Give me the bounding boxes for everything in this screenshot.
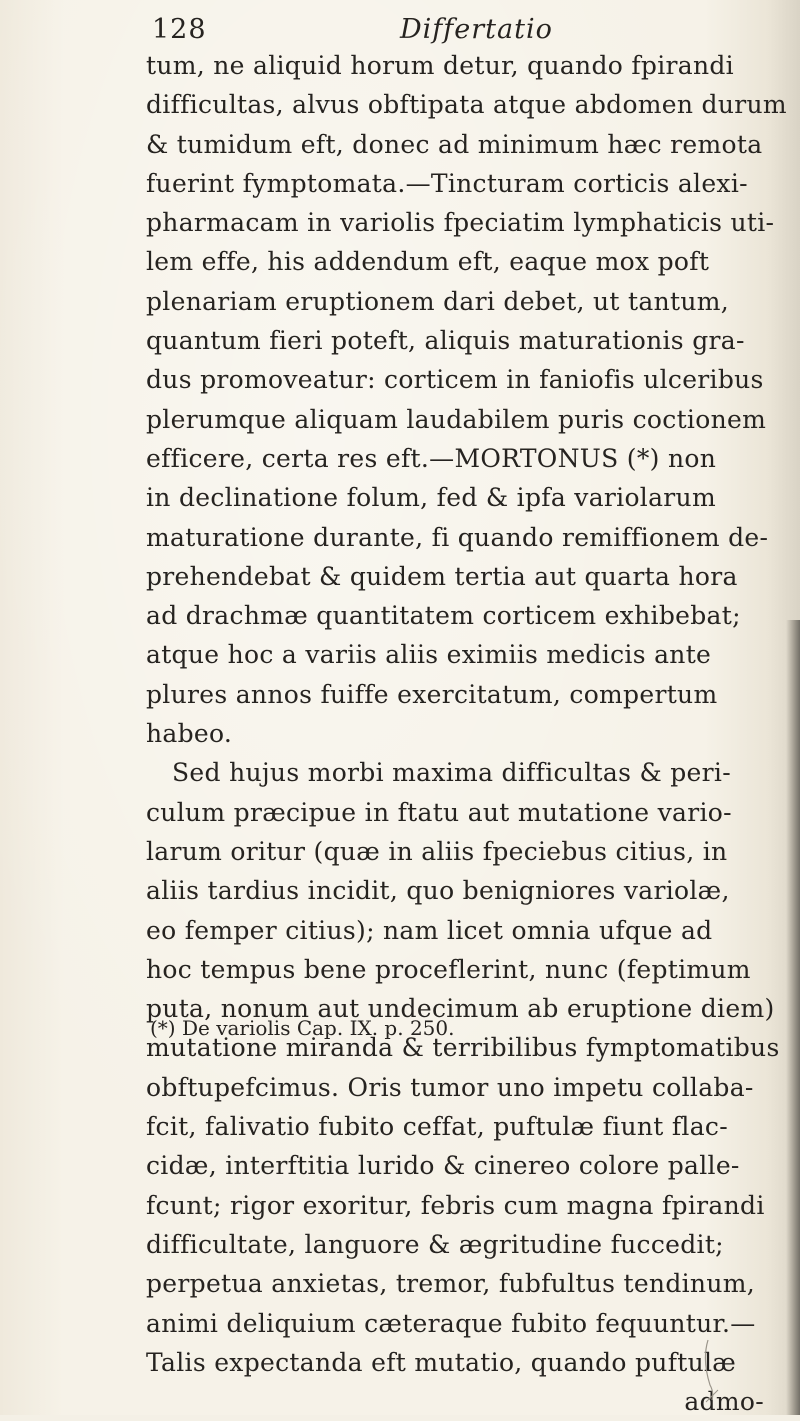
page-header (0, 8, 800, 48)
text-line: quantum fieri poteft, aliquis maturationis gra- (146, 326, 745, 356)
text-line: & tumidum eft, donec ad minimum hæc remota (146, 129, 763, 159)
text-line: difficultate, languore & ægritudine fuccedit; (146, 1229, 724, 1259)
text-line: eo femper citius); nam licet omnia ufque ad (146, 915, 713, 945)
text-line: maturatione durante, fi quando remiffionem de- (146, 522, 769, 552)
text-line: atque hoc a variis aliis eximiis medicis ante (146, 640, 712, 670)
text-line: mutatione miranda & terribilibus fymptomatibus (146, 1033, 780, 1063)
text-line: dus promoveatur: corticem in faniofis ulceribus (146, 365, 764, 395)
text-line: in declinatione folum, fed & ipfa variolarum (146, 483, 716, 513)
text-line: prehendebat & quidem tertia aut quarta hora (146, 561, 738, 591)
body-text (146, 46, 800, 1421)
footnote: (*) De variolis Cap. IX. p. 250. (150, 1016, 455, 1040)
catchword: admo- (684, 1387, 764, 1417)
text-line: fcunt; rigor exoritur, febris cum magna fpirandi (146, 1190, 765, 1220)
text-line: fuerint fymptomata.—Tincturam corticis alexi- (146, 168, 748, 198)
text-line: plenariam eruptionem dari debet, ut tantum, (146, 286, 729, 316)
text-line: hoc tempus bene proceflerint, nunc (feptimum (146, 954, 751, 984)
text-line: Talis expectanda eft mutatio, quando puftulæ (146, 1347, 737, 1377)
running-head: Differtatio (400, 14, 553, 45)
text-line: perpetua anxietas, tremor, fubfultus tendinum, (146, 1269, 755, 1299)
pencil-mark-icon (700, 1330, 740, 1410)
text-line: obftupefcimus. Oris tumor uno impetu collaba- (146, 1072, 754, 1102)
text-line: culum præcipue in ftatu aut mutatione vario- (146, 797, 732, 827)
text-line: habeo. (146, 719, 233, 749)
text-line: larum oritur (quæ in aliis fpeciebus citius, in (146, 836, 728, 866)
text-line: fcit, falivatio fubito ceffat, puftulæ fiunt flac- (146, 1112, 728, 1142)
text-line: difficultas, alvus obftipata atque abdomen durum (146, 90, 787, 120)
text-line: animi deliquium cæteraque fubito fequuntur.— (146, 1308, 756, 1338)
text-line: plures annos fuiffe exercitatum, compertum (146, 679, 718, 709)
text-line: pharmacam in variolis fpeciatim lymphaticis uti- (146, 208, 775, 238)
text-line: tum, ne aliquid horum detur, quando fpirandi (146, 51, 734, 80)
text-line-paragraph-start: Sed hujus morbi maxima difficultas & peri- (172, 758, 731, 788)
text-line: plerumque aliquam laudabilem puris coctionem (146, 404, 767, 434)
text-line: puta, nonum aut undecimum ab eruptione diem) (146, 994, 775, 1024)
text-line: efficere, certa res eft.—MORTONUS (*) non (146, 443, 717, 473)
text-line: aliis tardius incidit, quo benigniores variolæ, (146, 876, 730, 906)
text-line: lem effe, his addendum eft, eaque mox poft (146, 247, 710, 277)
text-line: cidæ, interftitia lurido & cinereo colore palle- (146, 1151, 740, 1181)
page-number: 128 (152, 14, 207, 45)
text-line: ad drachmæ quantitatem corticem exhibebat; (146, 601, 741, 631)
